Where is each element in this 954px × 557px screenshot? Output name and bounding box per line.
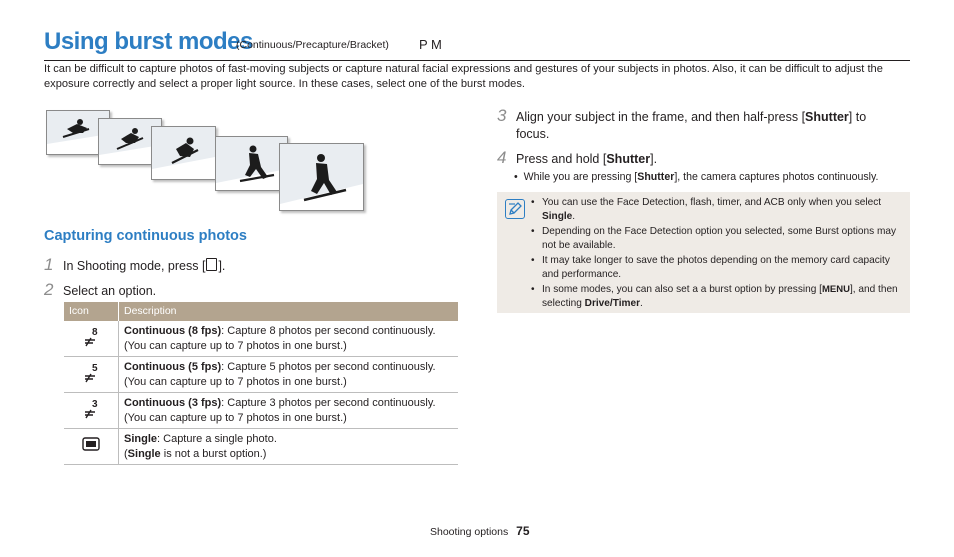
option-name: Continuous (3 fps): [124, 397, 222, 409]
shutter-key: Shutter: [606, 152, 651, 166]
note-text-line2: selecting: [542, 298, 585, 310]
continuous-8fps-icon: [83, 325, 99, 347]
option-desc: : Capture 3 photos per second continuously.: [221, 397, 436, 409]
note-item: • Depending on the Face Detection option you selected, some Burst options may not be available.: [531, 226, 897, 251]
icon-cell: [64, 393, 119, 429]
step-text: [516, 151, 657, 168]
note-item: • It may take longer to save the photos depending on the memory card capacity and performance.: [531, 255, 890, 280]
icon-cell: [64, 357, 119, 393]
step-4-bullet: [514, 171, 878, 183]
step-text-line2: focus.: [516, 127, 550, 141]
step-text-start: Align your subject in the frame, and then half-press [: [516, 110, 806, 124]
svg-text:8: 8: [92, 327, 98, 339]
option-note-end: is not a burst option.): [160, 447, 267, 460]
page-number: 75: [516, 524, 530, 538]
step-number: 1: [44, 255, 54, 274]
table-row: [64, 429, 458, 465]
option-desc: : Capture 8 photos per second continuously.: [221, 325, 436, 337]
option-name: Single: [124, 433, 158, 445]
note-bold: Single: [542, 210, 573, 222]
bullet-dot: •: [514, 171, 524, 183]
note-text: You can use the Face Detection, flash, timer, and ACB only when you select: [542, 197, 882, 208]
note-text-end: .: [572, 210, 576, 222]
column-header-icon: Icon: [64, 302, 119, 321]
option-note: (You can capture up to 7 photos in one burst.): [124, 411, 347, 424]
note-text-line2: not be available.: [542, 239, 616, 251]
option-name: Continuous (8 fps): [124, 325, 222, 337]
step-number: 3: [497, 106, 507, 125]
drive-timer-button-icon: [206, 258, 217, 271]
step-number: 4: [497, 148, 507, 167]
step-text-start: In Shooting mode, press [: [63, 259, 206, 273]
bullet-text-end: ], the camera captures photos continuously.: [674, 171, 879, 183]
note-box: [497, 192, 910, 313]
step-text-end: ].: [218, 259, 226, 273]
option-note: (You can capture up to 7 photos in one burst.): [124, 339, 347, 352]
burst-options-table: [64, 302, 458, 465]
note-bold: Drive/Timer: [584, 298, 641, 310]
svg-text:3: 3: [92, 399, 98, 411]
icon-cell: [64, 429, 119, 465]
shutter-key: Shutter: [805, 110, 849, 124]
note-list: [530, 196, 902, 312]
burst-photo-3: [151, 126, 216, 180]
step-text: [63, 258, 225, 275]
section-title: Capturing continuous photos: [44, 228, 247, 244]
column-header-description: Description: [119, 302, 459, 321]
table-row: [64, 357, 458, 393]
bullet-text-start: While you are pressing [: [523, 171, 638, 183]
option-desc: : Capture 5 photos per second continuously.: [221, 361, 436, 373]
page-header: [44, 28, 910, 61]
note-item: • In some modes, you can also set a a burst option by pressing [MENU], and then selecting Drive/Timer.: [531, 284, 898, 310]
page-subtitle: (Continuous/Precapture/Bracket): [236, 39, 389, 51]
step-text-start: Press and hold [: [516, 152, 607, 166]
note-text: It may take longer to save the photos depending on the memory card capacity: [542, 255, 890, 267]
table-row: [64, 393, 458, 429]
step-text-end: ] to: [848, 110, 867, 124]
shooting-modes: P M: [419, 37, 442, 52]
icon-cell: [64, 321, 119, 357]
description-cell: [119, 429, 459, 465]
note-text: In some modes, you can also set a a burst option by pressing [: [542, 284, 822, 296]
page-title: Using burst modes: [44, 28, 253, 55]
continuous-3fps-icon: [83, 397, 99, 419]
svg-text:5: 5: [92, 363, 98, 375]
burst-photo-5: [279, 143, 364, 211]
step-text: Select an option.: [63, 284, 157, 298]
note-item: • You can use the Face Detection, flash, timer, and ACB only when you select Single.: [531, 197, 882, 222]
page-footer: [430, 524, 530, 538]
note-text: Depending on the Face Detection option you selected, some Burst options may: [542, 226, 897, 238]
description-cell: [119, 357, 459, 393]
option-name: Continuous (5 fps): [124, 361, 222, 373]
table-header-row: [64, 302, 458, 321]
description-cell: [119, 393, 459, 429]
menu-key: MENU: [821, 284, 850, 296]
single-shot-icon: [82, 437, 100, 451]
intro-paragraph: It can be difficult to capture photos of fast-moving subjects or capture natural facial expressions and gestures of your subjects in photos. Also, it can be difficult to adjust the exposure correctly and select a proper light source. In these cases, select one of the burst modes.: [44, 63, 883, 90]
option-note: (You can capture up to 7 photos in one burst.): [124, 375, 347, 388]
step-number: 2: [44, 280, 54, 299]
footer-section: Shooting options: [430, 526, 509, 538]
step-text-end: ].: [650, 152, 658, 166]
table-row: [64, 321, 458, 357]
burst-photo-sequence: [44, 108, 374, 213]
description-cell: [119, 321, 459, 357]
note-text-line2: and performance.: [542, 268, 622, 280]
burst-photo-4: [215, 136, 288, 191]
option-note-start: (: [124, 447, 128, 460]
note-pencil-icon: [505, 199, 525, 219]
note-text-end: .: [640, 298, 643, 310]
step-text: [516, 109, 866, 143]
option-desc: : Capture a single photo.: [157, 433, 277, 445]
option-note-bold: Single: [127, 447, 161, 460]
continuous-5fps-icon: [83, 361, 99, 383]
shutter-key: Shutter: [637, 171, 675, 183]
note-text-end: ], and then: [849, 284, 898, 296]
